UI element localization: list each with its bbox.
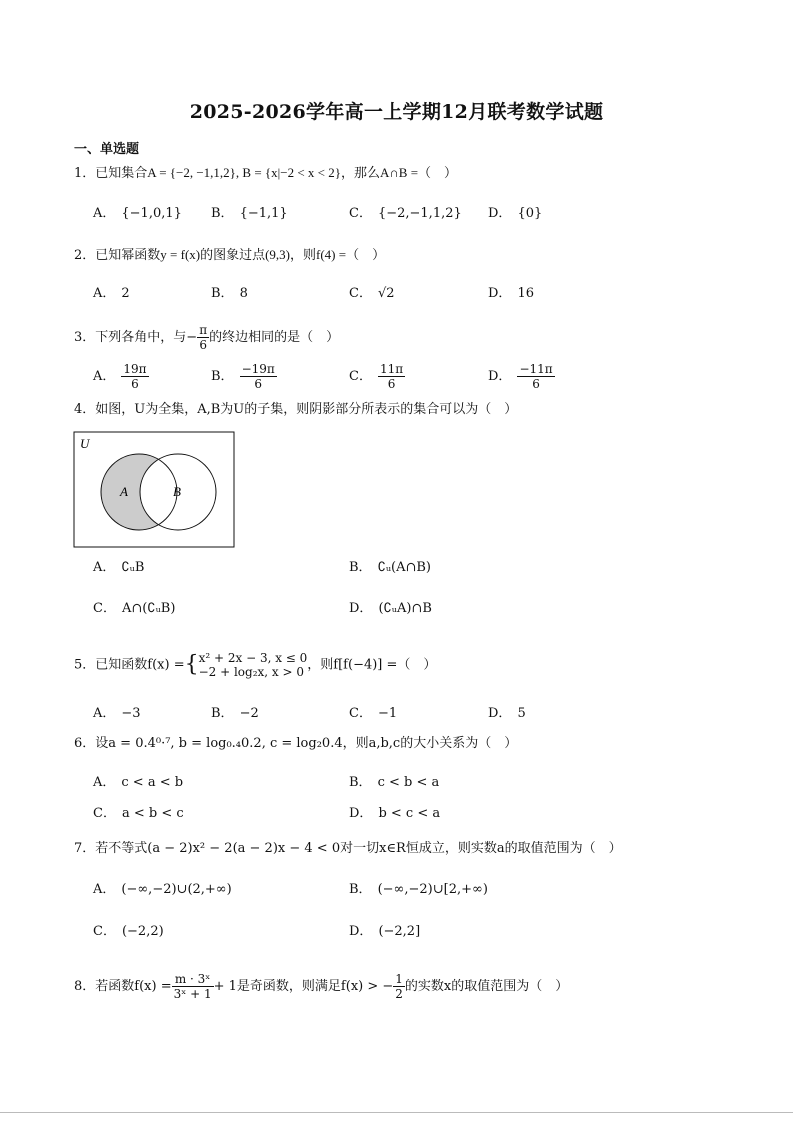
fraction-numerator: π (199, 323, 208, 337)
option-letter: B． (349, 775, 372, 790)
option-text: (−2,2] (378, 924, 421, 939)
question-text: 已知集合A = {−2, −1,1,2}, B = {x|−2 < x < 2}，那么A∩B =（ ） (95, 165, 458, 180)
fraction (378, 362, 405, 391)
option-letter: A． (93, 882, 116, 897)
option-a (93, 558, 144, 578)
option-d (349, 599, 432, 619)
option-letter: D． (488, 706, 512, 721)
question-text: 若不等式(a − 2)x² − 2(a − 2)x − 4 < 0对一切x∈R恒成立，则实数a的取值范围为（ ） (95, 841, 622, 856)
question-number: 1． (74, 166, 96, 181)
option-text: ∁ᵤ(A∩B) (377, 560, 431, 575)
option-text: c < b < a (377, 775, 440, 790)
fraction-numerator: −19π (241, 362, 275, 376)
fraction (197, 323, 209, 352)
option-letter: A． (93, 560, 116, 575)
question-text-after: 的终边相同的是（ ） (209, 330, 340, 345)
option-letter: B． (349, 560, 372, 575)
fraction-denominator: 6 (532, 377, 540, 391)
option-letter: A． (93, 706, 116, 721)
option-c (349, 704, 397, 724)
option-b (211, 284, 248, 304)
question-text: 设a = 0.4⁰·⁷, b = log₀.₄0.2, c = log₂0.4，则a,b,c的大小关系为（ ） (95, 736, 518, 751)
question-number: 3． (74, 330, 96, 345)
option-letter: A． (93, 775, 116, 790)
option-letter: C． (349, 369, 372, 384)
fraction-numerator: m · 3ˣ (172, 972, 214, 987)
section-heading: 一、单选题 (74, 142, 140, 157)
question-5 (74, 651, 436, 679)
option-a (93, 704, 141, 724)
option-c (349, 362, 405, 391)
question-7 (74, 839, 622, 859)
option-letter: C． (349, 206, 372, 221)
question-text-before: 下列各角中，与− (95, 330, 198, 345)
option-letter: C． (93, 601, 116, 616)
option-b (349, 880, 488, 900)
fraction-numerator: −11π (519, 362, 553, 376)
option-text: A∩(∁ᵤB) (121, 601, 176, 616)
question-number: 6． (74, 736, 96, 751)
option-text: 2 (121, 286, 130, 301)
question-number: 7． (74, 841, 96, 856)
venn-diagram (73, 431, 236, 549)
option-text: 5 (517, 706, 526, 721)
fraction (517, 362, 554, 391)
fraction-denominator: 2 (395, 987, 403, 1001)
option-letter: D． (349, 924, 373, 939)
option-c (93, 804, 184, 824)
piecewise-case-1: x² + 2x − 3, x ≤ 0 (198, 651, 308, 665)
fraction (393, 972, 405, 1001)
option-text: {−1,1} (239, 206, 288, 221)
question-text-mid: + 1是奇函数，则满足f(x) > − (213, 979, 394, 994)
option-text: (−∞,−2)∪[2,+∞) (377, 882, 488, 897)
option-letter: A． (93, 369, 116, 384)
question-text-before: 已知函数f(x) = (95, 657, 185, 673)
option-letter: D． (488, 286, 512, 301)
question-4 (74, 400, 517, 420)
option-c (93, 922, 164, 942)
fraction-numerator: 11π (379, 362, 404, 376)
option-letter: C． (349, 706, 372, 721)
option-a (93, 204, 182, 224)
question-number: 2． (74, 248, 96, 263)
option-c (93, 599, 175, 619)
option-c (349, 204, 462, 224)
option-letter: B． (211, 286, 234, 301)
fraction (240, 362, 277, 391)
option-text: −1 (377, 706, 398, 721)
option-text: −2 (239, 706, 259, 721)
fraction-numerator: 19π (123, 362, 147, 376)
option-b (211, 362, 277, 391)
option-letter: B． (211, 706, 234, 721)
option-text: {0} (517, 206, 543, 221)
option-text: ∁ᵤB (121, 560, 145, 575)
option-letter: B． (211, 206, 234, 221)
option-letter: C． (93, 924, 116, 939)
option-b (211, 204, 288, 224)
option-b (349, 558, 431, 578)
option-d (349, 804, 440, 824)
fraction-denominator: 6 (387, 377, 396, 391)
option-a (93, 773, 183, 793)
option-c (349, 284, 395, 304)
question-number: 4． (74, 402, 96, 417)
set-a-label: A (120, 484, 128, 499)
question-text-before: 若函数f(x) = (95, 979, 172, 994)
question-6 (74, 734, 517, 754)
piecewise-case-2: −2 + log₂x, x > 0 (198, 665, 305, 679)
question-text-after: 的实数x的取值范围为（ ） (404, 979, 569, 994)
fraction-denominator: 6 (254, 377, 262, 391)
question-8 (74, 972, 568, 1001)
question-number: 5． (74, 657, 96, 673)
option-letter: C． (93, 806, 116, 821)
universe-label: U (80, 436, 90, 451)
option-text: c < a < b (121, 775, 184, 790)
fraction-numerator: 1 (395, 972, 403, 986)
option-text: (−2,2) (121, 924, 164, 939)
option-a (93, 284, 130, 304)
option-letter: B． (211, 369, 234, 384)
option-letter: D． (349, 601, 373, 616)
option-letter: D． (349, 806, 373, 821)
option-letter: D． (488, 206, 512, 221)
piecewise-brace: { (184, 652, 199, 677)
option-d (349, 922, 420, 942)
option-text: 8 (239, 286, 248, 301)
option-text: √2 (377, 286, 395, 301)
question-text-after: ，则f[f(−4)] =（ ） (307, 657, 437, 673)
option-a (93, 362, 149, 391)
question-number: 8． (74, 979, 96, 994)
option-letter: C． (349, 286, 372, 301)
option-d (488, 362, 555, 391)
question-text: 如图，U为全集，A,B为U的子集，则阴影部分所表示的集合可以为（ ） (95, 402, 518, 417)
set-b-label: B (173, 484, 181, 499)
option-text: {−1,0,1} (121, 206, 182, 221)
option-d (488, 204, 542, 224)
option-text: b < c < a (378, 806, 441, 821)
option-b (349, 773, 439, 793)
question-text: 已知幂函数y = f(x)的图象过点(9,3)，则f(4) =（ ） (95, 247, 386, 262)
fraction (121, 362, 148, 391)
option-text: a < b < c (121, 806, 184, 821)
exam-title: 2025-2026学年高一上学期12月联考数学试题 (189, 101, 604, 123)
fraction-denominator: 6 (199, 338, 207, 352)
question-3 (74, 323, 339, 352)
option-d (488, 704, 526, 724)
option-letter: D． (488, 369, 512, 384)
option-b (211, 704, 259, 724)
question-2 (74, 245, 385, 266)
option-letter: A． (93, 286, 116, 301)
option-text: 16 (517, 286, 534, 301)
option-text: (∁ᵤA)∩B (378, 601, 432, 616)
fraction (172, 972, 214, 1001)
piecewise-cases (199, 651, 308, 679)
option-d (488, 284, 534, 304)
option-letter: A． (93, 206, 116, 221)
question-1 (74, 163, 457, 184)
option-a (93, 880, 232, 900)
fraction-denominator: 3ˣ + 1 (173, 987, 212, 1001)
option-text: (−∞,−2)∪(2,+∞) (121, 882, 232, 897)
option-text: {−2,−1,1,2} (377, 206, 462, 221)
page-bottom-rule (0, 1112, 793, 1113)
option-letter: B． (349, 882, 372, 897)
fraction-denominator: 6 (131, 377, 139, 391)
option-text: −3 (121, 706, 141, 721)
